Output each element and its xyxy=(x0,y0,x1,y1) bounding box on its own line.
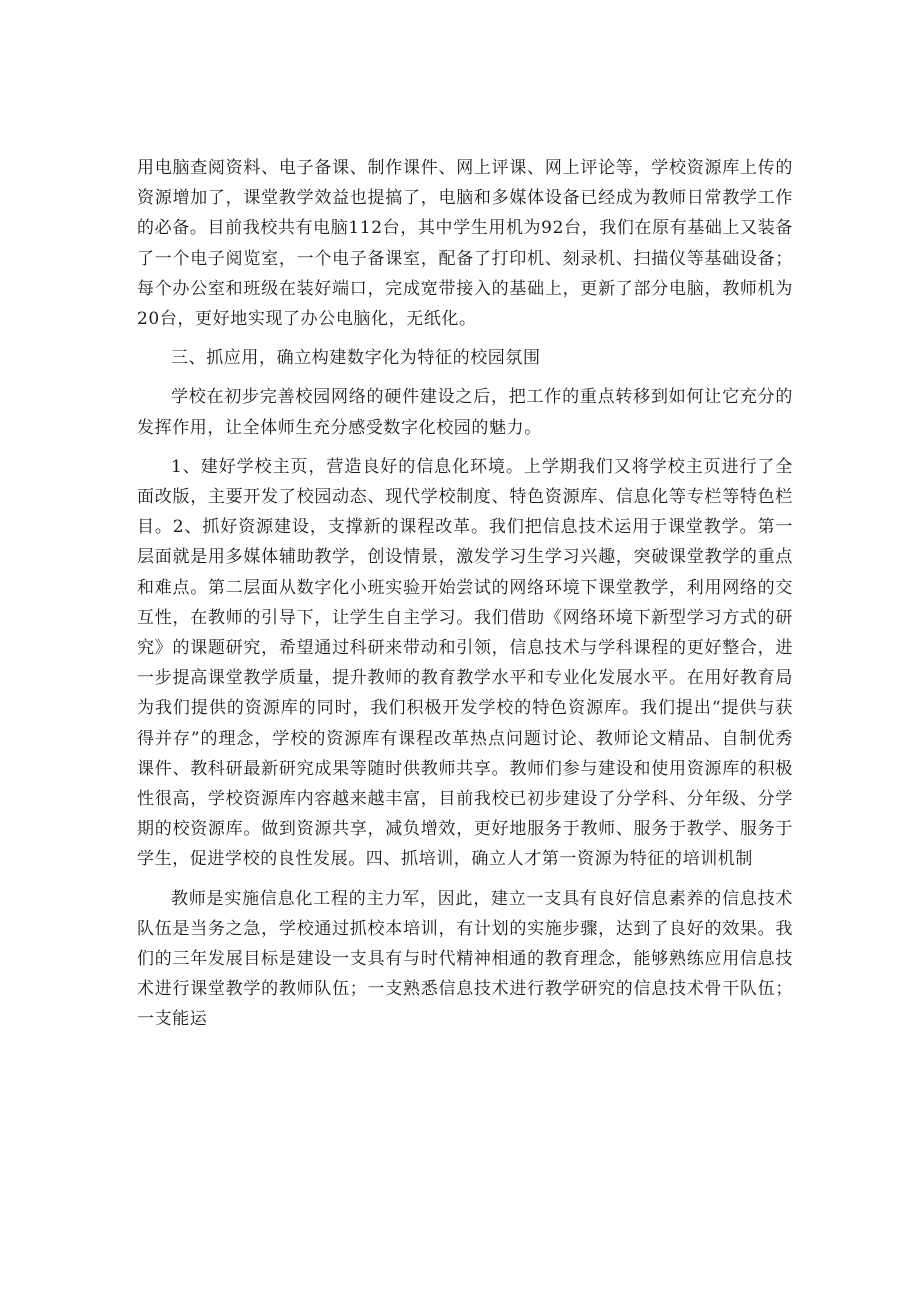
paragraph-continuation: 用电脑查阅资料、电子备课、制作课件、网上评课、网上评论等，学校资源库上传的资源增加了，课堂教学效益也提搞了，电脑和多媒体设备已经成为教师日常教学工作的必备。目前我校共有电脑112台，其中学生用机为92台，我们在原有基础上又装备了一个电子阅览室，一个电子备课室，配备了打印机、刻录机、扫描仪等基础设备；每个办公室和班级在装好端口，完成宽带接入的基础上，更新了部分电脑，教师机为20台，更好地实现了办公电脑化，无纸化。 xyxy=(137,158,793,330)
paragraph-intro: 学校在初步完善校园网络的硬件建设之后，把工作的重点转移到如何让它充分的发挥作用，让全体师生充分感受数字化校园的魅力。 xyxy=(137,387,793,438)
paragraph-resources: 1、建好学校主页，营造良好的信息化环境。上学期我们又将学校主页进行了全面改版，主要开发了校园动态、现代学校制度、特色资源库、信息化等专栏等特色栏目。2、抓好资源建设，支撑新的课程改革。我们把信息技术运用于课堂教学。第一层面就是用多媒体辅助教学，创设情景，激发学习生学习兴趣，突破课堂教学的重点和难点。第二层面从数字化小班实验开始尝试的网络环境下课堂教学，利用网络的交互性，在教师的引导下，让学生自主学习。我们借助《网络环境下新型学习方式的研究》的课题研究，希望通过科研来带动和引领，信息技术与学科课程的更好整合，进一步提高课堂教学质量，提升教师的教育教学水平和专业化发展水平。在用好教育局为我们提供的资源库的同时，我们积极开发学校的特色资源库。我们提出“提供与获得并存”的理念，学校的资源库有课程改革热点问题讨论、教师论文精品、自制优秀课件、教科研最新研究成果等随时供教师共享。教师们参与建设和使用资源库的积极性很高，学校资源库内容越来越丰富，目前我校已初步建设了分学科、分年级、分学期的校资源库。做到资源共享，减负增效，更好地服务于教师、服务于教学、服务于学生，促进学校的良性发展。四、抓培训，确立人才第一资源为特征的培训机制 xyxy=(137,456,793,870)
section-heading-three: 三、抓应用，确立构建数字化为特征的校园氛围 xyxy=(171,348,541,369)
body-text xyxy=(137,153,793,1044)
paragraph-training: 教师是实施信息化工程的主力军，因此，建立一支具有良好信息素养的信息技术队伍是当务之急，学校通过抓校本培训，有计划的实施步骤，达到了良好的效果。我们的三年发展目标是建设一支具有与时代精神相通的教育理念，能够熟练应用信息技术进行课堂教学的教师队伍；一支熟悉信息技术进行教学研究的信息技术骨干队伍；一支能运 xyxy=(137,888,793,1030)
